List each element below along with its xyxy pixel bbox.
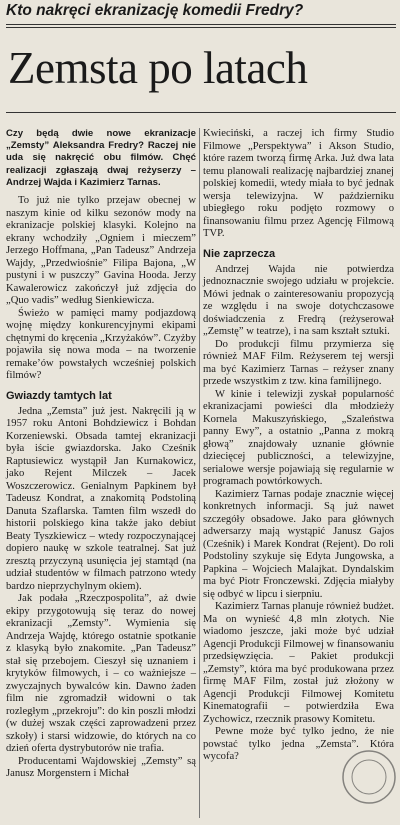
body-paragraph: Pewne może być tylko jedno, że nie powstać tylko jedna „Zemsta”. Która wycofa? [203,726,394,762]
right-column [203,128,394,764]
kicker: Kto nakręci ekranizację komedii Fredry? [6,2,304,19]
top-rule-2 [6,27,396,28]
left-column [6,128,196,781]
body-paragraph: Kazimierz Tarnas podaje znacznie więcej konkretnych informacji. Są już nawet szczegóły obsadowe. Jako para głównych adwersarzy mają wystąpić Janusz Gajos (Cześnik) i Marek Kondrat (Rejent). Do roli Podstoliny szykuje się Edyta Jungowska, a Papkina – Wojciech Malajkat. Dyndalskim ma być Piotr Fronczewski. Zdjęcia miałyby się odbyć w lipcu i sierpniu. [203,488,394,600]
archive-stamp-icon [340,748,398,806]
body-paragraph: Kazimierz Tarnas planuje również budżet. Ma on wynieść 4,8 mln złotych. Nie wiadomo jeszcze, jaki może być udział Agencji Produkcji Filmowej w finansowaniu przedsięwzięcia. – Pakiet produkcji „Zemsty”, która ma być produkowana przez firmę MAF Film, został już złożony w Agencji Produkcji Filmowej Komitetu Kinematografii – potwierdziła Ewa Zychowicz, rzecznik prasowy Komitetu. [203,601,394,725]
top-rule [6,24,396,25]
body-paragraph: Do produkcji filmu przymierza się również MAF Film. Reżyserem tej wersji ma być Kazimierz Tarnas – reżyser znany przede wszystkim z tzw. kina familijnego. [203,338,394,387]
body-paragraph: Kwieciński, a raczej ich firmy Studio Filmowe „Perspektywa” i Akson Studio, które razem tworzą firmę Arka. Już dwa lata temu planowali realizację najbardziej znanej polskiej komedii, wtedy miała to być jednak wersja telewizyjna. W październiku ubiegłego roku podjęto rozmowy o finansowaniu filmu przez Agencję Filmową TVP. [203,128,394,239]
body-paragraph: Świeżo w pamięci mamy podjazdową wojnę między konkurencyjnymi ekipami chętnymi do kręcenia „Krzyżaków”. Czyżby pojawiła się nowa moda – na tworzenie remake’ów powstałych wcześniej polskich filmów? [6,307,196,382]
body-paragraph: W kinie i telewizji zyskał popularność ekranizacjami powieści dla młodzieży Kornela Makuszyńskiego, „Szaleństwa panny Ewy”, a ostatnio „Panna z mokrą głową” znajdowały uznanie głównie dziecięcej publiczności, a telewizyjne, serialowe wersje pojawiają się regularnie w programach powtórkowych. [203,388,394,487]
lead-paragraph: Czy będą dwie nowe ekranizacje „Zemsty” Aleksandra Fredry? Raczej nie uda się nakręcić obu filmów. Chęć realizacji zgłaszają dwaj reżyserzy – Andrzej Wajda i Kazimierz Tarnas. [6,128,196,188]
column-divider [199,128,200,818]
section-heading: Nie zaprzecza [203,247,276,260]
headline-rule [6,112,396,113]
body-paragraph: Jak podała „Rzeczpospolita”, aż dwie ekipy przygotowują się teraz do nowej ekranizacji „Zemsty”. Wymienia się Andrzeja Wajdę, którego ostatnie spotkanie z klasyką było znakomite. „Pan Tadeusz” stał się przebojem. Cieszył się uznaniem i krytyków filmowych, i – co ważniejsze – zwyczajnych bywalców kin. Dawno żaden film nie zgromadził widowni o tak rozległym „przekroju”: do kin poszli młodzi (w dużej wszak części zaprowadzeni przez szkoły) i starsi widzowie, do których na co dzień oferta dystrybutorów nie trafia. [6,593,196,755]
body-paragraph: Producentami Wajdowskiej „Zemsty” są Janusz Morgenstern i Michał [6,755,196,780]
body-paragraph: Andrzej Wajda nie potwierdza jednoznacznie swojego udziału w projekcie. Mówi jednak o zainteresowaniu propozycją ze względu i na swoje dotychczasowe doświadczenia z Fredrą (reżyserował „Zemstę” w teatrze), i na sam kształt sztuki. [203,263,394,337]
section-heading: Gwiazdy tamtych lat [6,389,112,402]
headline: Zemsta po latach [8,43,308,93]
body-paragraph: Jedna „Zemsta” już jest. Nakręcili ją w 1957 roku Antoni Bohdziewicz i Bohdan Korzeniewski. Obsada tamtej ekranizacji była iście gwiazdorska. Jako Cześnik Raptusiewicz wystąpił Jan Kurnakowicz, jako Rejent Milczek – Jacek Woszczerowicz. Genialnym Papkinem był Tadeusz Kondrat, a znakomitą Podstoliną Danuta Szaflarska. Tamten film wszedł do historii polskiego kina także jako debiut Beaty Tyszkiewicz – wtedy rozpoczynającej dopiero naukę w szkole teatralnej. Sat już zresztą przyczyną usunięcia jej stamtąd (na udział studentów w filmach patrzono wtedy bardzo nieprzychylnym okiem). [6,405,196,592]
body-paragraph: To już nie tylko przejaw obecnej w naszym kinie od kilku sezonów mody na ekranizacje polskiej klasyki. Kolejno na ekrany wchodziły „Ogniem i mieczem” Jerzego Hoffmana, „Pan Tadeusz” Andrzeja Wajdy, „Przedwiośnie” Filipa Bajona, „W pustyni i w puszczy” Gavina Hooda. Jerzy Kawalerowicz zakończył już zdjęcia do „Quo vadis” według Sienkiewicza. [6,195,196,307]
